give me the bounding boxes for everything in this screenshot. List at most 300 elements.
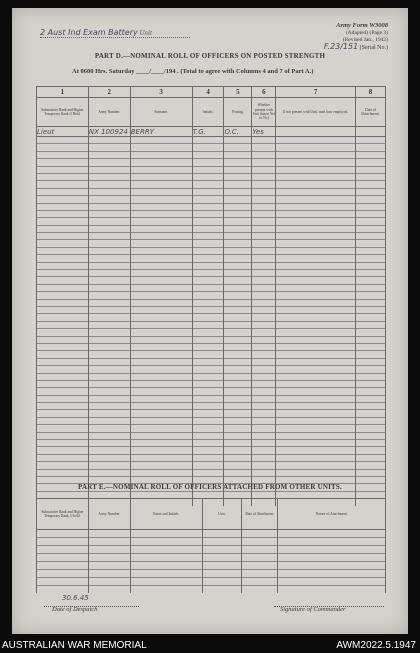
- table-cell: [88, 262, 130, 269]
- table-row: [37, 159, 386, 166]
- table-cell: [224, 314, 252, 321]
- table-cell: [192, 210, 224, 217]
- table-cell: [278, 546, 386, 554]
- table-cell: [192, 270, 224, 277]
- table-cell: [252, 306, 276, 313]
- table-cell: [252, 447, 276, 454]
- table-cell: [276, 410, 356, 417]
- unit-field: [40, 28, 190, 38]
- table-cell: [37, 358, 89, 365]
- table-row: [37, 410, 386, 417]
- table-cell: [242, 546, 278, 554]
- table-row: [37, 469, 386, 476]
- table-cell: [356, 233, 386, 240]
- table-cell: [224, 159, 252, 166]
- table-cell: [37, 530, 89, 538]
- table-cell: [37, 240, 89, 247]
- table-row: [37, 299, 386, 306]
- table-cell: [192, 255, 224, 262]
- serial-number: F.23/151 (Serial No.): [323, 42, 388, 51]
- table-cell: [37, 277, 89, 284]
- table-cell: [356, 284, 386, 291]
- table-cell: [276, 151, 356, 158]
- table-cell: [202, 570, 242, 578]
- table-cell: [276, 225, 356, 232]
- table-cell: [356, 440, 386, 447]
- table-cell: [37, 173, 89, 180]
- table-cell: [276, 159, 356, 166]
- table-cell: [130, 314, 192, 321]
- table-row: [37, 151, 386, 158]
- table-cell: [192, 233, 224, 240]
- table-cell: [192, 203, 224, 210]
- table-row: [37, 233, 386, 240]
- table-cell: [224, 329, 252, 336]
- table-cell: [252, 373, 276, 380]
- table-cell: [130, 410, 192, 417]
- table-cell: [88, 562, 130, 570]
- table-cell: [130, 188, 192, 195]
- table-cell: [130, 388, 192, 395]
- table-cell: [37, 181, 89, 188]
- table-cell: [356, 469, 386, 476]
- table-cell: [88, 196, 130, 203]
- table-row: [37, 440, 386, 447]
- table-cell: [37, 247, 89, 254]
- table-cell: [130, 570, 202, 578]
- table-row: [37, 196, 386, 203]
- table-cell: [356, 240, 386, 247]
- table-cell: [278, 562, 386, 570]
- table-cell: [192, 380, 224, 387]
- table-cell: [356, 366, 386, 373]
- table-cell: [192, 284, 224, 291]
- table-cell: [88, 425, 130, 432]
- table-cell: [278, 538, 386, 546]
- table-cell: [252, 410, 276, 417]
- table-cell: [224, 417, 252, 424]
- table-row: [37, 546, 386, 554]
- table-cell: [37, 462, 89, 469]
- table-cell: [202, 562, 242, 570]
- table-cell: [130, 425, 192, 432]
- table-cell: [356, 358, 386, 365]
- table-cell: [278, 578, 386, 586]
- table-cell: [88, 388, 130, 395]
- table-cell: [130, 277, 192, 284]
- table-cell: [252, 151, 276, 158]
- table-cell: [130, 196, 192, 203]
- table-cell: [252, 240, 276, 247]
- table-row: [37, 188, 386, 195]
- column-numbers-row: 1 2 3 4 5 6 7 8: [37, 87, 386, 98]
- table-row: [37, 262, 386, 269]
- table-cell: [356, 388, 386, 395]
- table-cell: [356, 225, 386, 232]
- table-cell: [192, 292, 224, 299]
- table-cell: [192, 403, 224, 410]
- table-cell: [252, 173, 276, 180]
- table-cell: [224, 196, 252, 203]
- table-cell: [276, 173, 356, 180]
- table-cell: [276, 417, 356, 424]
- table-cell: [192, 343, 224, 350]
- table-cell: [192, 262, 224, 269]
- table-cell: [224, 151, 252, 158]
- table-cell: [37, 417, 89, 424]
- table-cell: [192, 188, 224, 195]
- table-cell: [276, 166, 356, 173]
- table-cell: [224, 173, 252, 180]
- date-of-despatch-label: Date of Despatch: [52, 606, 98, 613]
- table-cell: [202, 546, 242, 554]
- table-cell: [278, 586, 386, 594]
- table-cell: [88, 144, 130, 151]
- table-cell: [276, 440, 356, 447]
- table-cell: [130, 351, 192, 358]
- table-cell: [224, 137, 252, 144]
- table-cell: [192, 247, 224, 254]
- table-cell: [130, 380, 192, 387]
- table-cell: [130, 144, 192, 151]
- table-cell: [88, 321, 130, 328]
- table-cell: [88, 166, 130, 173]
- part-e-table: [36, 498, 386, 593]
- table-cell: [88, 417, 130, 424]
- part-d-table: [36, 86, 386, 506]
- table-cell: [252, 277, 276, 284]
- table-cell: [192, 454, 224, 461]
- table-cell: [37, 203, 89, 210]
- table-cell: [224, 306, 252, 313]
- table-cell: [130, 329, 192, 336]
- table-cell: [88, 159, 130, 166]
- table-cell: [130, 358, 192, 365]
- table-cell: [276, 462, 356, 469]
- table-cell: [202, 554, 242, 562]
- table-cell: [192, 395, 224, 402]
- table-cell: [37, 447, 89, 454]
- table-cell: [356, 210, 386, 217]
- table-cell: [276, 380, 356, 387]
- table-row: [37, 284, 386, 291]
- table-cell: [130, 262, 192, 269]
- table-cell: [37, 262, 89, 269]
- table-cell: [276, 292, 356, 299]
- table-cell: [356, 432, 386, 439]
- table-cell: [252, 284, 276, 291]
- table-cell: [130, 284, 192, 291]
- table-row: [37, 277, 386, 284]
- table-row: [37, 144, 386, 151]
- table-cell: [130, 306, 192, 313]
- table-row: [37, 306, 386, 313]
- table-cell: [252, 137, 276, 144]
- column-headers-row: Substantive Rank and Higher Temporary Rank if Held. Army Number. Surname. Initials. Posting. Whether present with Unit (insert Yes or No) If not present with Unit, state how employed. Date of Detachment.: [37, 98, 386, 127]
- table-cell: [276, 454, 356, 461]
- table-cell: [130, 432, 192, 439]
- table-cell: [252, 233, 276, 240]
- table-cell: [88, 570, 130, 578]
- part-d-title: PART D.—NOMINAL ROLL OF OFFICERS ON POSTED STRENGTH: [94, 52, 326, 60]
- table-cell: [88, 410, 130, 417]
- part-d-subtitle: At 0600 Hrs. Saturday ____/____/194 . (Total to agree with Columns 4 and 7 of Part A.): [72, 68, 314, 75]
- table-cell: [130, 240, 192, 247]
- table-cell: [88, 358, 130, 365]
- table-cell: [224, 144, 252, 151]
- table-cell: [88, 218, 130, 225]
- table-cell: [192, 373, 224, 380]
- table-row: [37, 380, 386, 387]
- table-row: [37, 447, 386, 454]
- table-cell: [88, 586, 130, 594]
- table-cell: [356, 292, 386, 299]
- table-cell: [130, 233, 192, 240]
- table-cell: [242, 562, 278, 570]
- table-cell: [276, 403, 356, 410]
- table-row: [37, 570, 386, 578]
- table-cell: [88, 351, 130, 358]
- table-row: [37, 388, 386, 395]
- table-cell: [356, 151, 386, 158]
- table-cell: [276, 321, 356, 328]
- table-cell: [130, 166, 192, 173]
- table-cell: [37, 554, 89, 562]
- table-cell: [252, 403, 276, 410]
- table-cell: [252, 255, 276, 262]
- table-cell: [242, 554, 278, 562]
- table-cell: [276, 336, 356, 343]
- table-cell: [252, 159, 276, 166]
- table-cell: [88, 329, 130, 336]
- table-cell: [252, 225, 276, 232]
- table-cell: [252, 262, 276, 269]
- table-cell: [224, 203, 252, 210]
- table-cell: [37, 210, 89, 217]
- table-row: [37, 203, 386, 210]
- table-row: [37, 586, 386, 594]
- table-cell: [88, 538, 130, 546]
- table-cell: [252, 270, 276, 277]
- table-cell: [252, 336, 276, 343]
- table-cell: [252, 299, 276, 306]
- table-cell: [88, 454, 130, 461]
- table-cell: [224, 373, 252, 380]
- table-cell: [224, 343, 252, 350]
- table-cell: [192, 469, 224, 476]
- table-cell: [224, 277, 252, 284]
- table-cell: [356, 321, 386, 328]
- archive-caption: AUSTRALIAN WAR MEMORIAL: [2, 640, 147, 651]
- table-row: [37, 403, 386, 410]
- table-cell: [88, 546, 130, 554]
- table-row: Lieut NX 100924 BERRY T.G. O.C. Yes: [37, 127, 386, 137]
- table-cell: [37, 284, 89, 291]
- table-cell: [88, 336, 130, 343]
- table-cell: [37, 314, 89, 321]
- table-cell: [252, 181, 276, 188]
- table-cell: [192, 151, 224, 158]
- table-cell: [276, 196, 356, 203]
- table-cell: [202, 586, 242, 594]
- table-cell: [88, 151, 130, 158]
- table-cell: [224, 454, 252, 461]
- table-cell: [276, 306, 356, 313]
- table-cell: [130, 440, 192, 447]
- table-cell: [252, 329, 276, 336]
- table-cell: [88, 554, 130, 562]
- table-cell: [192, 336, 224, 343]
- table-cell: [224, 284, 252, 291]
- table-cell: [252, 358, 276, 365]
- table-cell: [224, 218, 252, 225]
- document-page: [12, 8, 408, 634]
- table-cell: [192, 462, 224, 469]
- table-cell: [356, 329, 386, 336]
- table-cell: [130, 218, 192, 225]
- table-cell: [37, 351, 89, 358]
- table-row: [37, 336, 386, 343]
- table-cell: [356, 306, 386, 313]
- table-cell: [88, 440, 130, 447]
- table-cell: [130, 210, 192, 217]
- table-cell: [252, 454, 276, 461]
- table-cell: [224, 321, 252, 328]
- table-cell: [37, 440, 89, 447]
- table-cell: [130, 299, 192, 306]
- table-cell: [88, 462, 130, 469]
- table-cell: [130, 562, 202, 570]
- table-row: [37, 454, 386, 461]
- table-cell: [356, 166, 386, 173]
- table-cell: [356, 462, 386, 469]
- table-row: [37, 366, 386, 373]
- table-cell: [88, 233, 130, 240]
- table-cell: [276, 425, 356, 432]
- table-cell: [356, 380, 386, 387]
- table-cell: [276, 255, 356, 262]
- table-cell: [88, 173, 130, 180]
- table-cell: [130, 454, 192, 461]
- table-cell: [356, 144, 386, 151]
- table-cell: [252, 351, 276, 358]
- table-cell: [276, 329, 356, 336]
- table-row: [37, 210, 386, 217]
- table-cell: [224, 395, 252, 402]
- table-cell: [224, 388, 252, 395]
- table-cell: [88, 255, 130, 262]
- table-cell: [356, 395, 386, 402]
- table-cell: [356, 188, 386, 195]
- table-cell: [88, 247, 130, 254]
- table-cell: [276, 366, 356, 373]
- despatch-date: 30.6.45: [62, 594, 89, 602]
- table-cell: [252, 343, 276, 350]
- table-row: [37, 395, 386, 402]
- table-cell: [276, 210, 356, 217]
- table-cell: [37, 225, 89, 232]
- table-cell: [88, 292, 130, 299]
- table-cell: [88, 395, 130, 402]
- table-cell: [276, 144, 356, 151]
- table-cell: [276, 469, 356, 476]
- table-row: [37, 255, 386, 262]
- table-cell: [356, 262, 386, 269]
- table-row: [37, 314, 386, 321]
- table-cell: [88, 447, 130, 454]
- table-cell: [130, 173, 192, 180]
- table-cell: [276, 373, 356, 380]
- part-e-headers-row: Substantive Rank and Higher Temporary Rank, if held. Army Number. Name and Initials. Unit. Date of Attachment. Nature of Attachment.: [37, 499, 386, 530]
- table-cell: [252, 247, 276, 254]
- table-row: [37, 225, 386, 232]
- table-cell: [224, 233, 252, 240]
- table-cell: [202, 530, 242, 538]
- table-row: [37, 417, 386, 424]
- table-cell: [37, 403, 89, 410]
- table-cell: [224, 366, 252, 373]
- table-cell: [224, 247, 252, 254]
- table-row: [37, 270, 386, 277]
- table-cell: [88, 432, 130, 439]
- table-cell: [278, 554, 386, 562]
- table-cell: [130, 447, 192, 454]
- table-cell: [252, 188, 276, 195]
- table-cell: [224, 270, 252, 277]
- table-cell: [192, 447, 224, 454]
- table-cell: [37, 270, 89, 277]
- table-cell: [224, 292, 252, 299]
- table-cell: [130, 151, 192, 158]
- table-cell: [88, 380, 130, 387]
- table-cell: [37, 336, 89, 343]
- table-row: [37, 137, 386, 144]
- table-cell: [130, 336, 192, 343]
- table-cell: [88, 366, 130, 373]
- table-row: [37, 321, 386, 328]
- table-cell: [37, 586, 89, 594]
- table-cell: [224, 440, 252, 447]
- table-cell: [130, 373, 192, 380]
- table-cell: [276, 447, 356, 454]
- table-cell: [242, 578, 278, 586]
- table-cell: [276, 388, 356, 395]
- army-form-title: Army Form W3008: [336, 22, 388, 29]
- army-form-revised: (Revised Jan., 1942): [342, 37, 388, 43]
- table-cell: [356, 447, 386, 454]
- table-row: [37, 554, 386, 562]
- table-cell: [37, 299, 89, 306]
- table-cell: [356, 454, 386, 461]
- table-cell: [224, 336, 252, 343]
- table-cell: [276, 240, 356, 247]
- table-cell: [88, 203, 130, 210]
- table-cell: [252, 366, 276, 373]
- table-cell: [37, 196, 89, 203]
- table-cell: [252, 395, 276, 402]
- table-cell: [202, 578, 242, 586]
- table-row: [37, 240, 386, 247]
- table-cell: [88, 240, 130, 247]
- table-cell: [130, 366, 192, 373]
- table-cell: [276, 270, 356, 277]
- table-cell: [37, 388, 89, 395]
- table-cell: [192, 410, 224, 417]
- table-cell: [130, 255, 192, 262]
- table-cell: [356, 425, 386, 432]
- table-cell: [192, 277, 224, 284]
- table-cell: [278, 570, 386, 578]
